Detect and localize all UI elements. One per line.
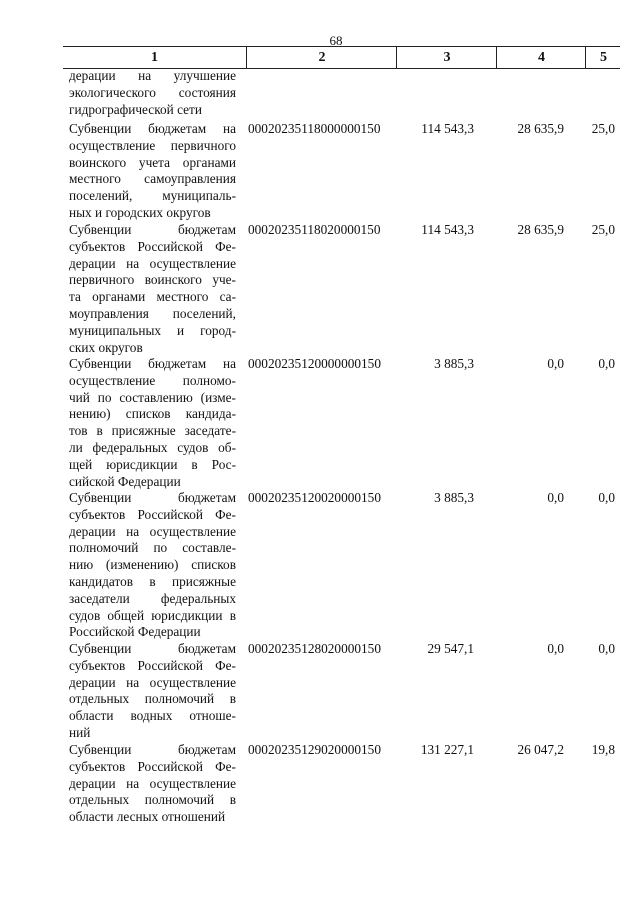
name-line: поселений, муниципаль- — [69, 188, 236, 204]
name-line: тов в присяжные заседате- — [69, 423, 236, 439]
name-line: Субвенции бюджетам на — [69, 356, 236, 371]
name-line: дерации на осуществление — [69, 775, 236, 791]
name-line: области лесных отношений — [69, 809, 226, 825]
name-line: Субвенции бюджетам — [69, 490, 236, 505]
name-line: экологического состояния — [69, 84, 236, 100]
value-col-5: 25,0 — [591, 121, 615, 136]
value-col-4: 26 047,2 — [517, 742, 564, 757]
value-col-3: 3 885,3 — [434, 490, 474, 505]
value-col-4: 0,0 — [547, 356, 564, 371]
row-name — [69, 222, 236, 356]
name-line: местного самоуправления — [69, 171, 236, 187]
name-line: кандидатов в присяжные — [69, 573, 236, 589]
value-col-5: 0,0 — [598, 641, 615, 656]
budget-code: 00020235118020000150 — [248, 222, 381, 237]
name-line: осуществление полномо- — [69, 372, 236, 388]
name-line: гидрографической сети — [69, 101, 202, 117]
name-line: ных и городских округов — [69, 204, 211, 220]
name-line: дерации на осуществление — [69, 255, 236, 271]
row-name — [69, 490, 236, 641]
name-line: муниципальных и город- — [69, 322, 236, 338]
header-col-4: 4 — [496, 47, 586, 68]
value-col-4: 28 635,9 — [517, 121, 564, 136]
row-name — [69, 356, 236, 490]
name-line: заседатели федеральных — [69, 590, 236, 606]
name-line: судов общей юрисдикции в — [69, 607, 236, 623]
name-line: Субвенции бюджетам — [69, 641, 236, 656]
name-line: дерации на осуществление — [69, 523, 236, 539]
name-line: Субвенции бюджетам — [69, 742, 236, 757]
name-line: нию (изменению) списков — [69, 557, 236, 573]
name-line: отдельных полномочий в — [69, 792, 236, 808]
value-col-5: 0,0 — [598, 490, 615, 505]
name-line: та органами местного са- — [69, 289, 236, 305]
value-col-4: 28 635,9 — [517, 222, 564, 237]
name-line: отдельных полномочий в — [69, 691, 236, 707]
budget-code: 00020235128020000150 — [248, 641, 381, 656]
name-line: области водных отноше- — [69, 708, 236, 724]
name-line: осуществление первичного — [69, 137, 236, 153]
page-number: 68 — [329, 33, 343, 48]
value-col-4: 0,0 — [547, 490, 564, 505]
budget-code: 00020235129020000150 — [248, 742, 381, 757]
row-name — [69, 68, 236, 118]
header-col-3: 3 — [396, 47, 497, 68]
name-line: субъектов Российской Фе- — [69, 657, 236, 673]
name-line: моуправления поселений, — [69, 305, 236, 321]
table-header — [63, 46, 620, 69]
budget-code: 00020235118000000150 — [248, 121, 381, 136]
name-line: дерации на осуществление — [69, 674, 236, 690]
value-col-5: 19,8 — [591, 742, 615, 757]
value-col-3: 29 547,1 — [427, 641, 474, 656]
value-col-3: 114 543,3 — [421, 121, 474, 136]
name-line: нению) списков кандида- — [69, 406, 236, 422]
header-col-1: 1 — [151, 50, 158, 65]
value-col-4: 0,0 — [547, 641, 564, 656]
name-line: дерации на улучшение — [69, 68, 236, 83]
value-col-3: 3 885,3 — [434, 356, 474, 371]
name-line: сийской Федерации — [69, 473, 181, 489]
name-line: Субвенции бюджетам — [69, 222, 236, 237]
name-line: Российской Федерации — [69, 624, 201, 640]
value-col-5: 25,0 — [591, 222, 615, 237]
name-line: субъектов Российской Фе- — [69, 238, 236, 254]
row-name — [69, 121, 236, 222]
name-line: полномочий по составле- — [69, 540, 236, 556]
name-line: воинского учета органами — [69, 154, 236, 170]
name-line: первичного воинского уче- — [69, 272, 236, 288]
name-line: ских округов — [69, 339, 143, 355]
name-line: субъектов Российской Фе- — [69, 758, 236, 774]
row-name — [69, 641, 236, 742]
row-name — [69, 742, 236, 826]
name-line: щей юрисдикции в Рос- — [69, 456, 236, 472]
name-line: ли федеральных судов об- — [69, 439, 236, 455]
value-col-3: 114 543,3 — [421, 222, 474, 237]
name-line: Субвенции бюджетам на — [69, 121, 236, 136]
budget-code: 00020235120000000150 — [248, 356, 381, 371]
value-col-5: 0,0 — [598, 356, 615, 371]
budget-code: 00020235120020000150 — [248, 490, 381, 505]
value-col-3: 131 227,1 — [420, 742, 474, 757]
header-col-2: 2 — [246, 47, 397, 68]
name-line: чий по составлению (изме- — [69, 389, 236, 405]
header-col-5: 5 — [585, 47, 621, 68]
name-line: ний — [69, 724, 91, 740]
name-line: субъектов Российской Фе- — [69, 506, 236, 522]
